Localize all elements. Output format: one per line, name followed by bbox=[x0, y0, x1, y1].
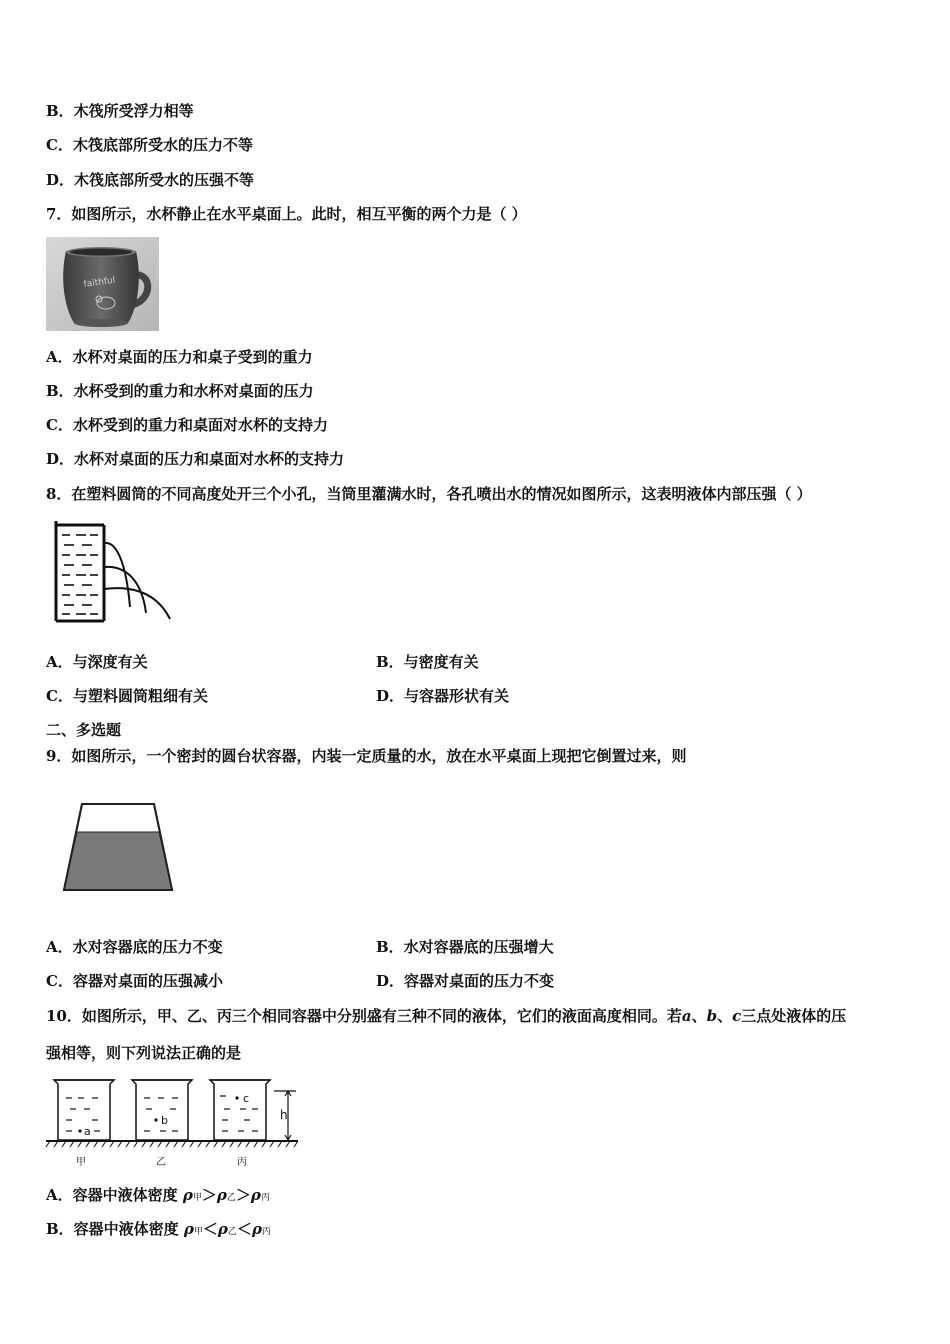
mug-label: faithful bbox=[83, 275, 116, 290]
q7-option-d: D．水杯对桌面的压力和桌面对水杯的支持力 bbox=[46, 450, 345, 468]
cylinder-jets-figure bbox=[46, 515, 178, 627]
mug-photo bbox=[46, 237, 159, 331]
container-jia-label: 甲 bbox=[76, 1157, 86, 1168]
section-heading: 二、多选题 bbox=[46, 721, 122, 739]
q8-option-b: B．与密度有关 bbox=[376, 653, 479, 671]
three-containers-figure bbox=[44, 1074, 302, 1172]
frustum-container-figure bbox=[60, 800, 176, 894]
q7-option-b: B．水杯受到的重力和水杯对桌面的压力 bbox=[46, 382, 314, 400]
q8-option-a: A．与深度有关 bbox=[46, 653, 148, 671]
q6-option-d: D．木筏底部所受水的压强不等 bbox=[46, 171, 255, 189]
q8-option-d: D．与容器形状有关 bbox=[376, 687, 510, 705]
q10-option-b: B．容器中液体密度 ρ甲＜ρ乙＜ρ丙 bbox=[46, 1220, 271, 1238]
q10-option-a: A．容器中液体密度 ρ甲＞ρ乙＞ρ丙 bbox=[46, 1186, 270, 1204]
container-bing-label: 丙 bbox=[237, 1157, 247, 1168]
q7-option-c: C．水杯受到的重力和桌面对水杯的支持力 bbox=[46, 416, 328, 434]
q9-stem: 9．如图所示，一个密封的圆台状容器，内装一定质量的水，放在水平桌面上现把它倒置过来，则 bbox=[46, 747, 687, 765]
q10-stem-line1: 10．如图所示，甲、乙、丙三个相同容器中分别盛有三种不同的液体，它们的液面高度相同。若a、b、c三点处液体的压 bbox=[46, 1007, 847, 1025]
var-a: a bbox=[681, 1007, 692, 1025]
q9-option-a: A．水对容器底的压力不变 bbox=[46, 938, 223, 956]
q7-stem: 7．如图所示，水杯静止在水平桌面上。此时，相互平衡的两个力是（ ） bbox=[46, 205, 527, 223]
q8-stem: 8．在塑料圆筒的不同高度处开三个小孔，当筒里灌满水时，各孔喷出水的情况如图所示，这表明液体内部压强（ ） bbox=[46, 485, 812, 503]
q9-option-d: D．容器对桌面的压力不变 bbox=[376, 972, 555, 990]
q8-option-c: C．与塑料圆筒粗细有关 bbox=[46, 687, 208, 705]
point-c-label: c bbox=[243, 1092, 250, 1105]
var-b: b bbox=[706, 1007, 718, 1025]
container-yi-label: 乙 bbox=[156, 1157, 166, 1168]
var-c: c bbox=[732, 1007, 742, 1025]
q9-option-b: B．水对容器底的压强增大 bbox=[376, 938, 554, 956]
point-b-label: b bbox=[161, 1114, 168, 1127]
q9-option-c: C．容器对桌面的压强减小 bbox=[46, 972, 223, 990]
q7-option-a: A．水杯对桌面的压力和桌子受到的重力 bbox=[46, 348, 313, 366]
q6-option-b: B．木筏所受浮力相等 bbox=[46, 102, 194, 120]
point-a-label: a bbox=[84, 1125, 91, 1138]
height-label: h bbox=[280, 1108, 288, 1122]
q10-stem-line2: 强相等，则下列说法正确的是 bbox=[46, 1044, 242, 1062]
q6-option-c: C．木筏底部所受水的压力不等 bbox=[46, 136, 253, 154]
